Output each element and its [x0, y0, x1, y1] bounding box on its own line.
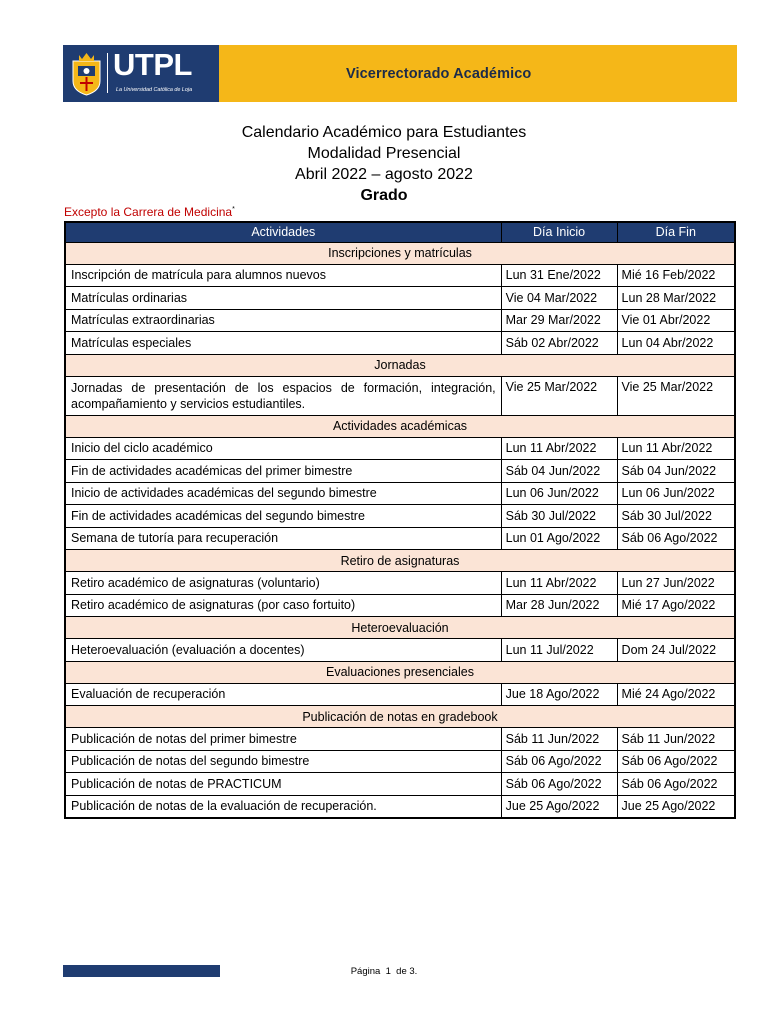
section-title: Retiro de asignaturas [65, 550, 735, 572]
end-date-cell: Sáb 06 Ago/2022 [617, 527, 735, 550]
page-number [0, 966, 768, 977]
table-row [65, 639, 735, 662]
section-row [65, 354, 735, 376]
exception-note-text: Excepto la Carrera de Medicina [64, 205, 233, 219]
page-current: 1 [385, 966, 391, 977]
activity-cell: Matrículas especiales [65, 332, 501, 355]
end-date-cell: Lun 04 Abr/2022 [617, 332, 735, 355]
start-date-cell: Lun 11 Jul/2022 [501, 639, 617, 662]
end-date-cell: Lun 28 Mar/2022 [617, 287, 735, 310]
exception-note [64, 205, 235, 219]
start-date-cell: Jue 25 Ago/2022 [501, 795, 617, 818]
start-date-cell: Sáb 11 Jun/2022 [501, 728, 617, 751]
end-date-cell: Jue 25 Ago/2022 [617, 795, 735, 818]
activity-cell: Heteroevaluación (evaluación a docentes) [65, 639, 501, 662]
university-crest-icon [70, 51, 103, 96]
brand-name: UTPL [113, 47, 192, 82]
end-date-cell: Mié 17 Ago/2022 [617, 594, 735, 617]
title-line-1: Calendario Académico para Estudiantes [241, 124, 527, 141]
title-line-2: Modalidad Presencial [307, 145, 461, 162]
table-row [65, 773, 735, 796]
activity-cell: Fin de actividades académicas del primer bimestre [65, 460, 501, 483]
document-titles [0, 122, 768, 206]
activity-cell: Matrículas extraordinarias [65, 309, 501, 332]
header-activities: Actividades [65, 222, 501, 242]
start-date-cell: Lun 11 Abr/2022 [501, 572, 617, 595]
activity-cell: Retiro académico de asignaturas (por caso fortuito) [65, 594, 501, 617]
table-row [65, 264, 735, 287]
page-total: de 3. [396, 966, 418, 977]
table-row [65, 527, 735, 550]
section-title: Jornadas [65, 354, 735, 376]
activity-cell: Inscripción de matrícula para alumnos nuevos [65, 264, 501, 287]
end-date-cell: Sáb 06 Ago/2022 [617, 750, 735, 773]
table-row [65, 376, 735, 415]
section-row [65, 617, 735, 639]
table-body [65, 242, 735, 818]
start-date-cell: Vie 04 Mar/2022 [501, 287, 617, 310]
activity-cell: Publicación de notas del segundo bimestre [65, 750, 501, 773]
section-row [65, 706, 735, 728]
start-date-cell: Sáb 06 Ago/2022 [501, 773, 617, 796]
start-date-cell: Lun 31 Ene/2022 [501, 264, 617, 287]
table-row [65, 460, 735, 483]
table-row [65, 750, 735, 773]
logo-divider [107, 53, 108, 93]
section-row [65, 415, 735, 437]
end-date-cell: Vie 01 Abr/2022 [617, 309, 735, 332]
activity-cell: Semana de tutoría para recuperación [65, 527, 501, 550]
section-title: Actividades académicas [65, 415, 735, 437]
start-date-cell: Sáb 02 Abr/2022 [501, 332, 617, 355]
start-date-cell: Sáb 30 Jul/2022 [501, 505, 617, 528]
title-line-4: Grado [360, 187, 408, 204]
activity-cell: Matrículas ordinarias [65, 287, 501, 310]
end-date-cell: Mié 24 Ago/2022 [617, 683, 735, 706]
start-date-cell: Vie 25 Mar/2022 [501, 376, 617, 415]
start-date-cell: Lun 11 Abr/2022 [501, 437, 617, 460]
start-date-cell: Jue 18 Ago/2022 [501, 683, 617, 706]
table-row [65, 437, 735, 460]
table-row [65, 309, 735, 332]
start-date-cell: Sáb 04 Jun/2022 [501, 460, 617, 483]
header-title: Vicerrectorado Académico [346, 65, 532, 82]
brand-tagline: La Universidad Católica de Loja [116, 87, 193, 93]
activity-cell: Publicación de notas de la evaluación de recuperación. [65, 795, 501, 818]
activity-cell: Fin de actividades académicas del segundo bimestre [65, 505, 501, 528]
end-date-cell: Vie 25 Mar/2022 [617, 376, 735, 415]
table-row [65, 728, 735, 751]
start-date-cell: Sáb 06 Ago/2022 [501, 750, 617, 773]
end-date-cell: Lun 06 Jun/2022 [617, 482, 735, 505]
table-row [65, 683, 735, 706]
table-row [65, 594, 735, 617]
section-title: Evaluaciones presenciales [65, 661, 735, 683]
table-row [65, 287, 735, 310]
activity-cell: Inicio del ciclo académico [65, 437, 501, 460]
header-title-band [219, 45, 737, 102]
document-header [63, 45, 737, 102]
academic-calendar-table [64, 221, 736, 819]
exception-note-mark: * [232, 206, 235, 213]
end-date-cell: Mié 16 Feb/2022 [617, 264, 735, 287]
utpl-logo-block [63, 45, 219, 102]
end-date-cell: Lun 27 Jun/2022 [617, 572, 735, 595]
end-date-cell: Sáb 04 Jun/2022 [617, 460, 735, 483]
table-header-row [65, 222, 735, 242]
section-title: Heteroevaluación [65, 617, 735, 639]
table-row [65, 482, 735, 505]
section-row [65, 661, 735, 683]
title-line-3: Abril 2022 – agosto 2022 [295, 166, 473, 183]
table-row [65, 795, 735, 818]
start-date-cell: Mar 28 Jun/2022 [501, 594, 617, 617]
header-start-date: Día Inicio [501, 222, 617, 242]
activity-cell: Evaluación de recuperación [65, 683, 501, 706]
header-end-date: Día Fin [617, 222, 735, 242]
end-date-cell: Sáb 11 Jun/2022 [617, 728, 735, 751]
end-date-cell: Sáb 06 Ago/2022 [617, 773, 735, 796]
table-row [65, 572, 735, 595]
activity-cell: Retiro académico de asignaturas (voluntario) [65, 572, 501, 595]
start-date-cell: Lun 01 Ago/2022 [501, 527, 617, 550]
start-date-cell: Mar 29 Mar/2022 [501, 309, 617, 332]
table-row [65, 332, 735, 355]
start-date-cell: Lun 06 Jun/2022 [501, 482, 617, 505]
end-date-cell: Dom 24 Jul/2022 [617, 639, 735, 662]
section-row [65, 242, 735, 264]
table-row [65, 505, 735, 528]
section-row [65, 550, 735, 572]
activity-cell: Inicio de actividades académicas del segundo bimestre [65, 482, 501, 505]
activity-cell: Publicación de notas del primer bimestre [65, 728, 501, 751]
section-title: Inscripciones y matrículas [65, 242, 735, 264]
activity-cell: Publicación de notas de PRACTICUM [65, 773, 501, 796]
end-date-cell: Lun 11 Abr/2022 [617, 437, 735, 460]
section-title: Publicación de notas en gradebook [65, 706, 735, 728]
end-date-cell: Sáb 30 Jul/2022 [617, 505, 735, 528]
activity-cell: Jornadas de presentación de los espacios de formación, integración, acompañamiento y servicios estudiantiles. [65, 376, 501, 415]
page-label: Página [350, 966, 381, 977]
